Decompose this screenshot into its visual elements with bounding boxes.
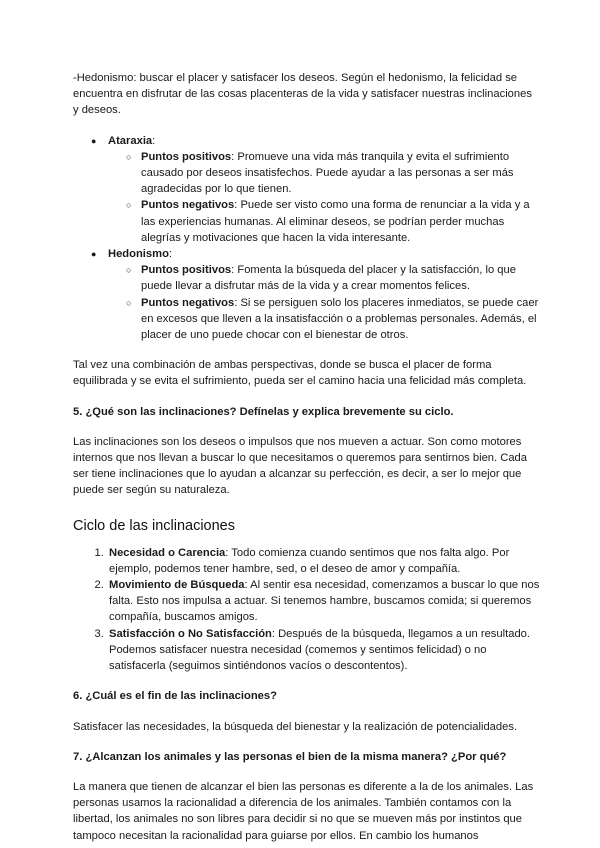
question-5: 5. ¿Qué son las inclinaciones? Defínelas y explica brevemente su ciclo. (73, 405, 454, 418)
question-7: 7. ¿Alcanzan los animales y las personas el bien de la misma manera? ¿Por qué? (73, 750, 507, 763)
negative-text: : Puede ser visto como una forma de renunciar a la vida y a las experiencias humanas. Al eliminar deseos, se podrían perder muchas alegrías y motivaciones que hacen la vida interesante. (141, 199, 530, 244)
answer-7: La manera que tienen de alcanzar el bien las personas es diferente a la de los animales. Las personas usamos la racionalidad a diferencia de los animales. También contamos con la libertad, los animales no son libres para decidir si no que se mueven más por instintos que tampoco necesitan la racionalidad para guiarse por ellos. En cambio los humanos (73, 780, 534, 842)
question-6: 6. ¿Cuál es el fin de las inclinaciones? (73, 690, 277, 703)
colon-text: : (152, 134, 156, 147)
negative-text: : Si se persiguen solo los placeres inmediatos, se puede caer en excesos que lleven a la insatisfacción o a problemas personales. Además, el placer de uno puede chocar con el bienestar de otros. (141, 296, 539, 342)
positive-label: Puntos positivos (141, 264, 232, 277)
list-item (91, 133, 540, 246)
sublist-item (126, 295, 540, 344)
sublist-item (126, 262, 540, 294)
cycle-item-text: : Después de la búsqueda, llegamos a un resultado. Podemos satisfacer nuestra necesidad (comemos y sentimos felicidad) o no satisfacerla (seguimos sintiéndonos vacíos o descontentos). (109, 627, 530, 673)
cycle-item (107, 577, 540, 626)
cycle-list (73, 545, 540, 675)
answer-5: Las inclinaciones son los deseos o impulsos que nos mueven a actuar. Son como motores internos que nos llevan a buscar lo que necesitamos o queremos para sentirnos bien. Cada ser tiene inclinaciones que lo ayudan a alcanzar su perfección, es decir, a ser lo mejor que puede ser según su naturaleza. (73, 435, 527, 497)
list-item (91, 246, 540, 343)
conclusion-paragraph: Tal vez una combinación de ambas perspectivas, donde se busca el placer de forma equilibrada y se evita el sufrimiento, pueda ser el camino hacia una felicidad más completa. (73, 359, 527, 388)
cycle-item-text: : Todo comienza cuando sentimos que nos falta algo. Por ejemplo, podemos tener hambre, sed, o el deseo de amor y compañía. (109, 546, 510, 575)
negative-label: Puntos negativos (141, 296, 235, 309)
cycle-item-text: : Al sentir esa necesidad, comenzamos a buscar lo que nos falta. Esto nos impulsa a actuar. Si tenemos hambre, buscamos comida; si queremos compañía, buscamos amigos. (109, 579, 540, 624)
cycle-item (107, 545, 540, 577)
intro-paragraph: -Hedonismo: buscar el placer y satisfacer los deseos. Según el hedonismo, la felicidad se encuentra en disfrutar de las cosas placenteras de la vida y satisfacer nuestras inclinaciones y deseos. (73, 72, 532, 117)
list-item-title: Hedonismo (108, 248, 169, 261)
sublist (108, 262, 540, 343)
positive-text: : Promueve una vida más tranquila y evita el sufrimiento causado por deseos insatisfechos. Puede ayudar a las personas a ser más agradecidas por lo que tienen. (141, 150, 514, 196)
answer-6: Satisfacer las necesidades, la búsqueda del bienestar y la realización de potencialidades. (73, 720, 518, 733)
sublist (108, 149, 540, 246)
negative-label: Puntos negativos (141, 199, 235, 212)
cycle-item (107, 626, 540, 675)
sublist-item (126, 149, 540, 198)
cycle-item-label: Satisfacción o No Satisfacción (109, 627, 272, 640)
positive-text: : Fomenta la búsqueda del placer y la satisfacción, lo que puede llevar a disfrutar más de la vida y a crear momentos felices. (141, 264, 516, 293)
cycle-heading: Ciclo de las inclinaciones (73, 517, 235, 534)
sublist-item (126, 197, 540, 246)
cycle-item-label: Movimiento de Búsqueda (109, 579, 245, 592)
colon-text: : (168, 248, 173, 261)
cycle-item-label: Necesidad o Carencia (109, 546, 226, 559)
list-item-title: Ataraxia (108, 134, 153, 147)
positive-label: Puntos positivos (141, 150, 232, 163)
comparison-list (73, 133, 540, 344)
